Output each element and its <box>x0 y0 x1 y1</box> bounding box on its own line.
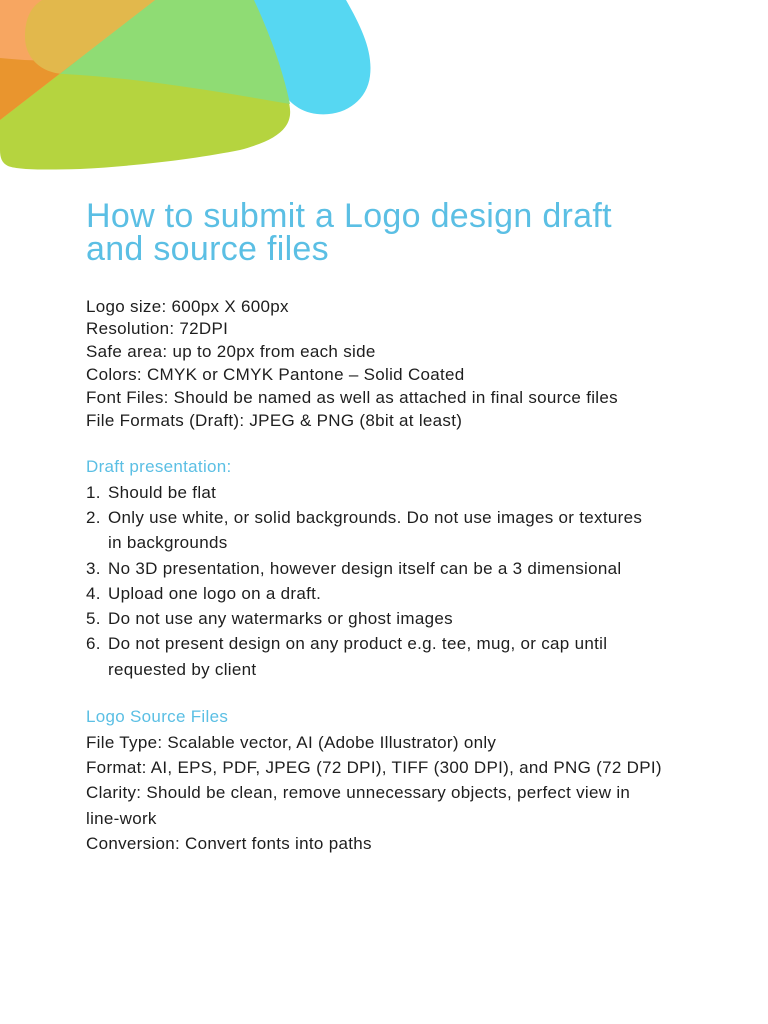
list-item <box>86 505 686 556</box>
logo-specifications <box>86 296 686 433</box>
list-item-number: 1. <box>86 482 101 502</box>
source-file-type: File Type: Scalable vector, AI (Adobe Illustrator) only <box>86 732 497 752</box>
source-format: Format: AI, EPS, PDF, JPEG (72 DPI), TIFF (300 DPI), and PNG (72 DPI) <box>86 757 662 777</box>
page-title: How to submit a Logo design draft and source files <box>86 197 612 268</box>
list-item-text: Do not use any watermarks or ghost images <box>108 609 453 629</box>
draft-presentation-heading: Draft presentation: <box>86 457 232 477</box>
spec-safe-area: Safe area: up to 20px from each side <box>86 342 376 362</box>
decorative-header-shapes <box>0 0 380 175</box>
list-item <box>86 581 686 606</box>
logo-source-files-heading: Logo Source Files <box>86 707 229 727</box>
list-item-number: 3. <box>86 558 101 578</box>
draft-presentation-section <box>86 454 686 682</box>
list-item-text: Do not present design on any product e.g. tee, mug, or cap until requested by client <box>108 634 608 679</box>
list-item <box>86 556 686 581</box>
list-item <box>86 606 686 631</box>
list-item-number: 4. <box>86 583 101 603</box>
list-item-number: 6. <box>86 634 101 654</box>
draft-presentation-list <box>86 480 686 682</box>
list-item <box>86 480 686 505</box>
source-clarity: Clarity: Should be clean, remove unnecessary objects, perfect view in line-work <box>86 783 631 828</box>
list-item-text: No 3D presentation, however design itself can be a 3 dimensional <box>108 558 622 578</box>
list-item <box>86 631 686 682</box>
list-item-text: Only use white, or solid backgrounds. Do not use images or textures in backgrounds <box>108 507 643 553</box>
list-item-number: 2. <box>86 507 101 527</box>
list-item-number: 5. <box>86 609 101 629</box>
spec-logo-size: Logo size: 600px X 600px <box>86 296 289 316</box>
list-item-text: Should be flat <box>108 482 217 502</box>
source-conversion: Conversion: Convert fonts into paths <box>86 833 372 853</box>
spec-font-files: Font Files: Should be named as well as attached in final source files <box>86 387 618 407</box>
logo-source-files-section <box>86 704 686 856</box>
spec-colors: Colors: CMYK or CMYK Pantone – Solid Coated <box>86 364 465 384</box>
spec-resolution: Resolution: 72DPI <box>86 319 229 339</box>
list-item-text: Upload one logo on a draft. <box>108 583 322 603</box>
spec-file-formats: File Formats (Draft): JPEG & PNG (8bit at least) <box>86 410 463 430</box>
